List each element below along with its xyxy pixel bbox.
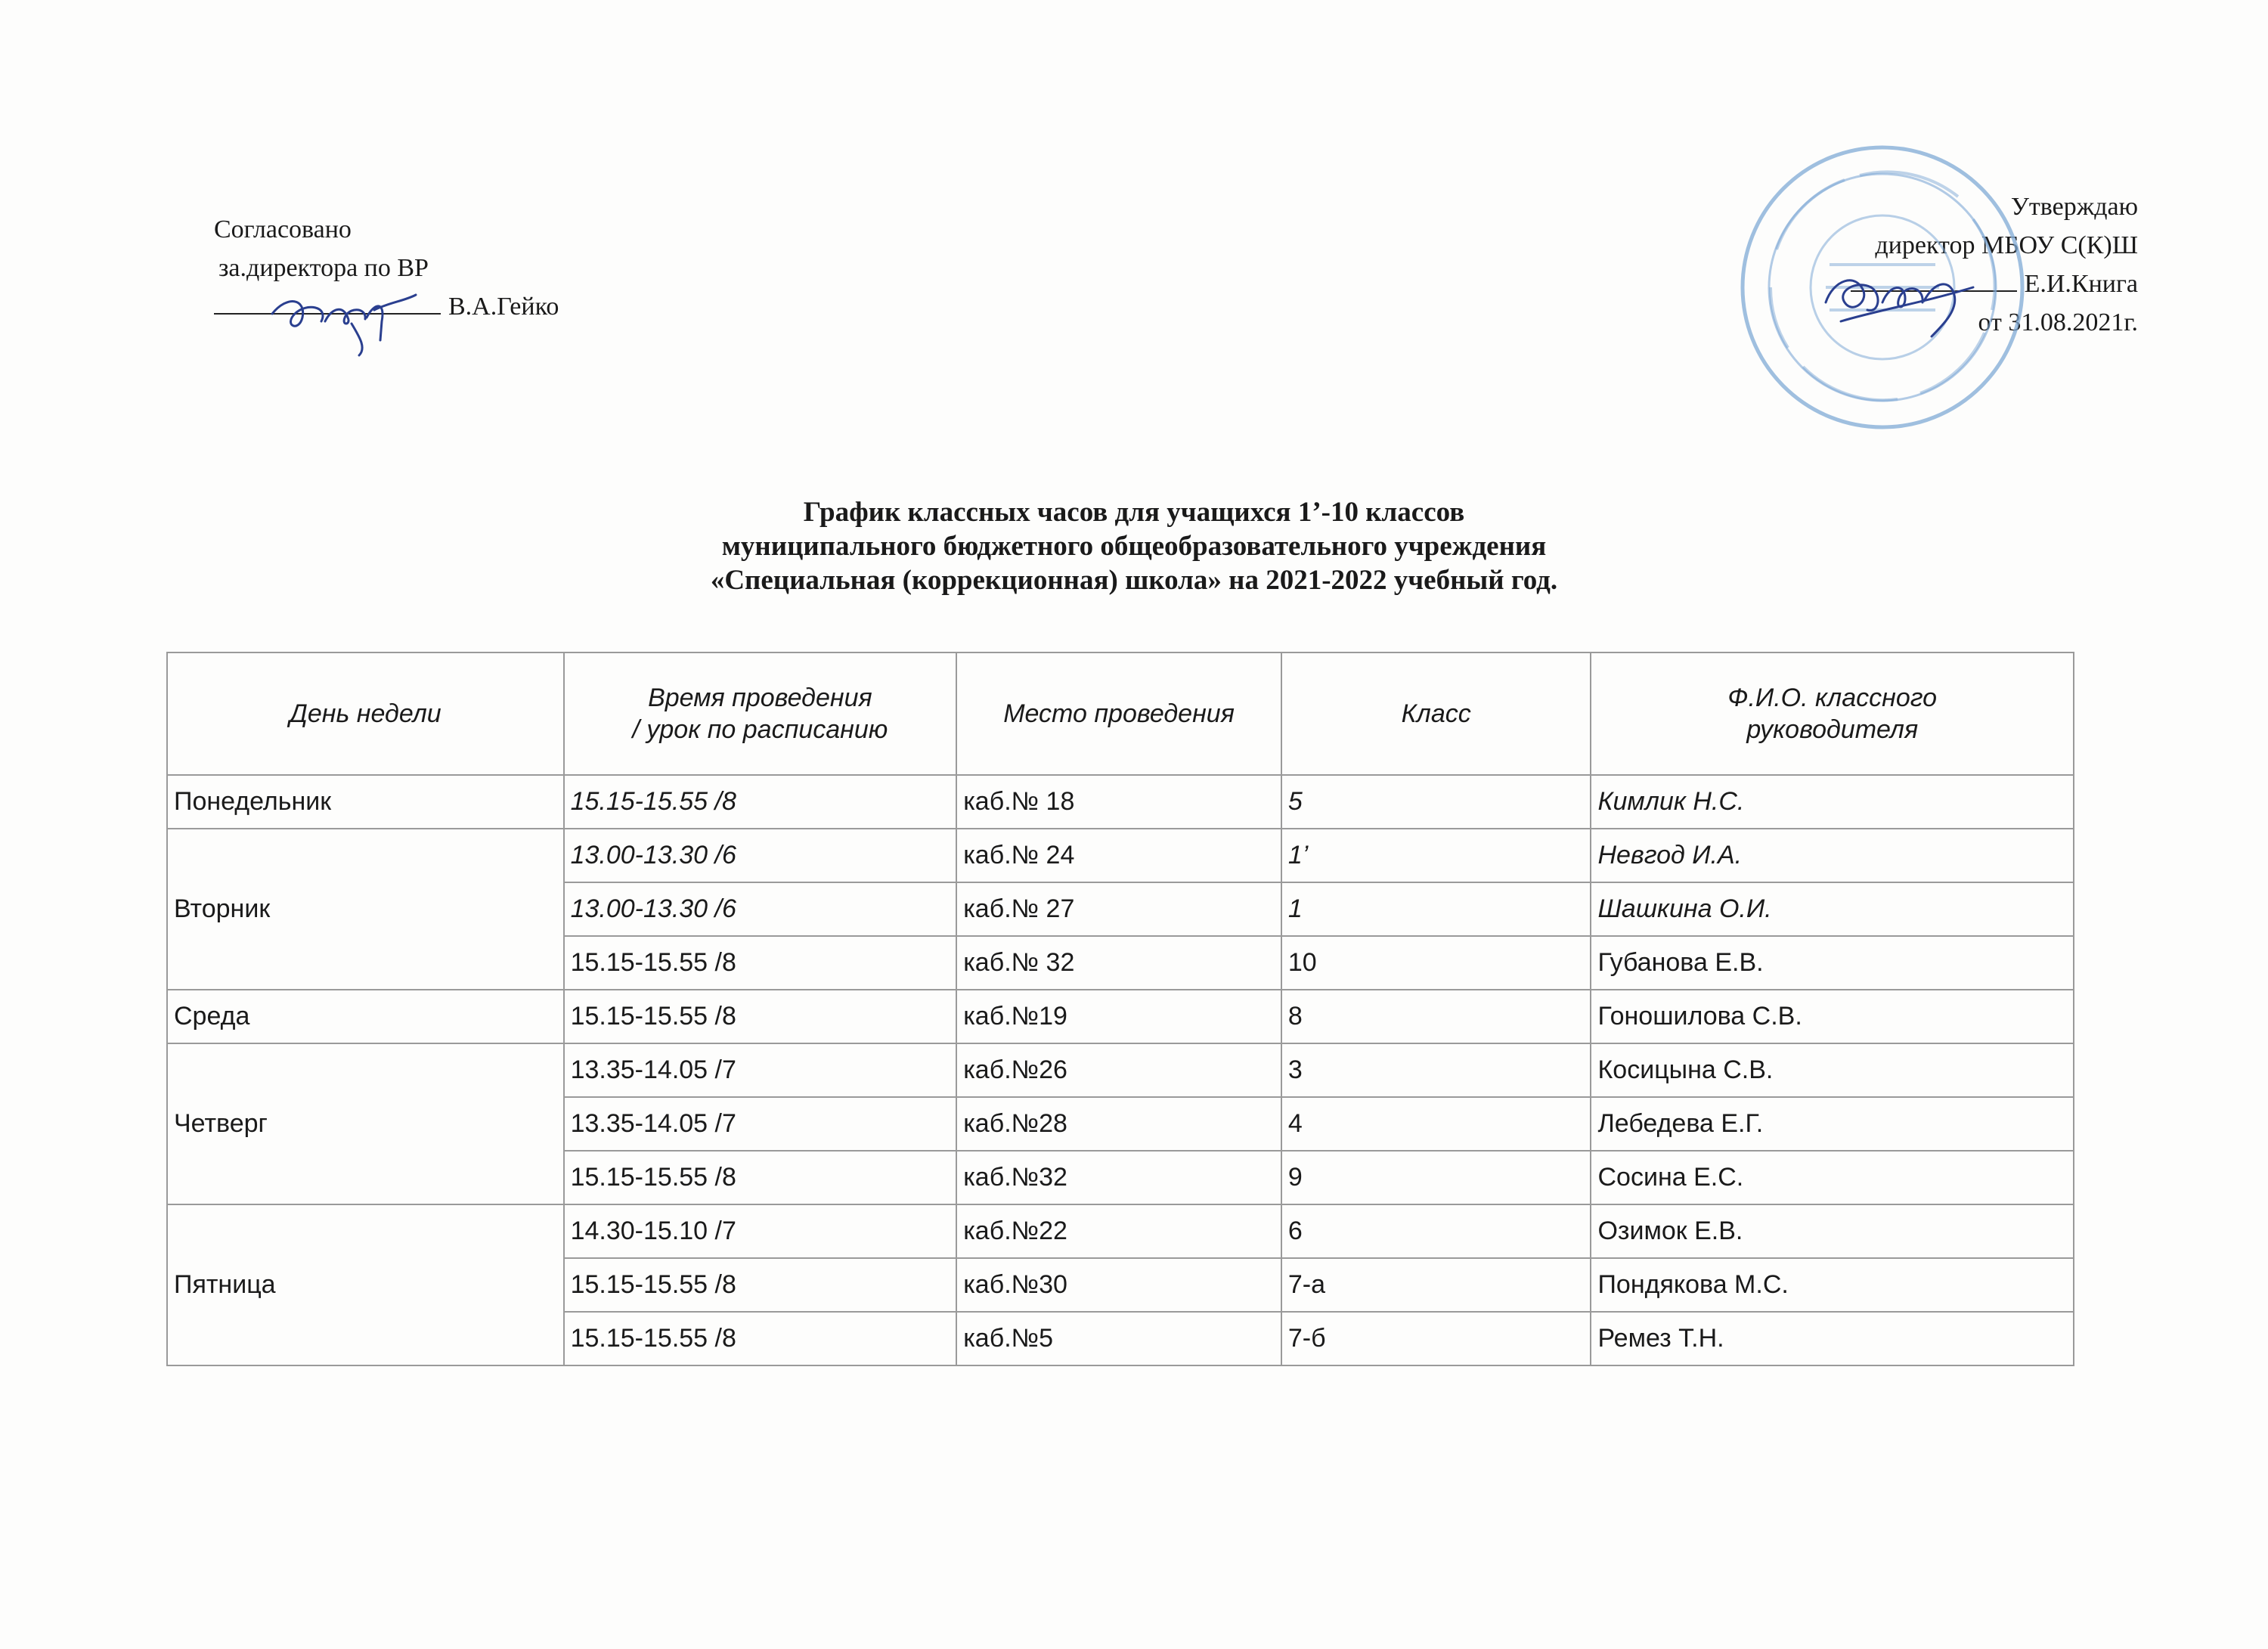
cell-time: 14.30-15.10 /7 bbox=[564, 1204, 957, 1258]
cell-teacher: Невгод И.А. bbox=[1591, 829, 2074, 882]
approval-right-name: Е.И.Книга bbox=[2024, 270, 2138, 298]
approval-right-heading: Утверждаю bbox=[2010, 193, 2138, 221]
approval-left-name: В.А.Гейко bbox=[448, 293, 559, 321]
cell-room: каб.№28 bbox=[956, 1097, 1281, 1151]
table-row bbox=[167, 775, 2074, 829]
header-time bbox=[564, 652, 957, 775]
cell-room: каб.№ 24 bbox=[956, 829, 1281, 882]
day-tuesday: Вторник bbox=[167, 829, 564, 990]
table-header-row bbox=[167, 652, 2074, 775]
cell-time: 15.15-15.55 /8 bbox=[564, 1258, 957, 1312]
day-thursday: Четверг bbox=[167, 1043, 564, 1204]
signature-underline bbox=[1851, 265, 2017, 292]
schedule-table bbox=[166, 652, 2074, 1366]
cell-time: 15.15-15.55 /8 bbox=[564, 1312, 957, 1365]
cell-room: каб.№ 18 bbox=[956, 775, 1281, 829]
cell-room: каб.№26 bbox=[956, 1043, 1281, 1097]
approval-right-signature-line bbox=[1851, 265, 2138, 303]
cell-time: 13.00-13.30 /6 bbox=[564, 882, 957, 936]
cell-room: каб.№5 bbox=[956, 1312, 1281, 1365]
cell-room: каб.№19 bbox=[956, 990, 1281, 1043]
approval-left-heading: Согласовано bbox=[214, 215, 352, 243]
header-teacher-line-1: Ф.И.О. классного bbox=[1727, 683, 1938, 712]
header-time-line-2: / урок по расписанию bbox=[632, 715, 888, 744]
day-friday: Пятница bbox=[167, 1204, 564, 1365]
cell-class: 5 bbox=[1281, 775, 1591, 829]
cell-teacher: Озимок Е.В. bbox=[1591, 1204, 2074, 1258]
cell-time: 15.15-15.55 /8 bbox=[564, 936, 957, 990]
document-title bbox=[0, 495, 2268, 597]
day-wednesday: Среда bbox=[167, 990, 564, 1043]
approval-right-block bbox=[1851, 188, 2138, 342]
cell-teacher: Ремез Т.Н. bbox=[1591, 1312, 2074, 1365]
approval-right-position: директор МБОУ С(К)Ш bbox=[1875, 231, 2138, 259]
cell-class: 1 bbox=[1281, 882, 1591, 936]
cell-room: каб.№ 32 bbox=[956, 936, 1281, 990]
cell-class: 1’ bbox=[1281, 829, 1591, 882]
cell-time: 15.15-15.55 /8 bbox=[564, 775, 957, 829]
cell-class: 7-б bbox=[1281, 1312, 1591, 1365]
cell-teacher: Кимлик Н.С. bbox=[1591, 775, 2074, 829]
signature-underline bbox=[214, 287, 441, 315]
cell-teacher: Пондякова М.С. bbox=[1591, 1258, 2074, 1312]
table-row bbox=[167, 829, 2074, 882]
cell-teacher: Шашкина О.И. bbox=[1591, 882, 2074, 936]
cell-class: 6 bbox=[1281, 1204, 1591, 1258]
cell-class: 8 bbox=[1281, 990, 1591, 1043]
header-day: День недели bbox=[167, 652, 564, 775]
approval-right-date: от 31.08.2021г. bbox=[1978, 308, 2138, 336]
title-line-1: График классных часов для учащихся 1’-10 классов bbox=[803, 497, 1465, 528]
table-row bbox=[167, 990, 2074, 1043]
cell-time: 13.35-14.05 /7 bbox=[564, 1097, 957, 1151]
approval-left-position: за.директора по ВР bbox=[218, 254, 429, 282]
cell-teacher: Гоношилова С.В. bbox=[1591, 990, 2074, 1043]
approval-left-signature-line bbox=[214, 287, 559, 326]
title-line-3: «Специальная (коррекционная) школа» на 2021-2022 учебный год. bbox=[710, 565, 1558, 596]
header-time-line-1: Время проведения bbox=[648, 683, 872, 712]
header-teacher-line-2: руководителя bbox=[1746, 715, 1919, 744]
title-line-2: муниципального бюджетного общеобразовательного учреждения bbox=[721, 531, 1547, 562]
cell-teacher: Губанова Е.В. bbox=[1591, 936, 2074, 990]
cell-time: 13.35-14.05 /7 bbox=[564, 1043, 957, 1097]
cell-class: 4 bbox=[1281, 1097, 1591, 1151]
cell-class: 3 bbox=[1281, 1043, 1591, 1097]
cell-time: 15.15-15.55 /8 bbox=[564, 990, 957, 1043]
table-row bbox=[167, 1204, 2074, 1258]
header-class: Класс bbox=[1281, 652, 1591, 775]
cell-class: 7-а bbox=[1281, 1258, 1591, 1312]
header-teacher bbox=[1591, 652, 2074, 775]
cell-room: каб.№32 bbox=[956, 1151, 1281, 1204]
cell-class: 10 bbox=[1281, 936, 1591, 990]
cell-room: каб.№ 27 bbox=[956, 882, 1281, 936]
cell-room: каб.№22 bbox=[956, 1204, 1281, 1258]
cell-time: 15.15-15.55 /8 bbox=[564, 1151, 957, 1204]
header-place: Место проведения bbox=[956, 652, 1281, 775]
cell-teacher: Лебедева Е.Г. bbox=[1591, 1097, 2074, 1151]
cell-teacher: Сосина Е.С. bbox=[1591, 1151, 2074, 1204]
cell-teacher: Косицына С.В. bbox=[1591, 1043, 2074, 1097]
cell-class: 9 bbox=[1281, 1151, 1591, 1204]
day-monday: Понедельник bbox=[167, 775, 564, 829]
cell-room: каб.№30 bbox=[956, 1258, 1281, 1312]
table-row bbox=[167, 1043, 2074, 1097]
cell-time: 13.00-13.30 /6 bbox=[564, 829, 957, 882]
approval-left-block bbox=[214, 210, 559, 326]
